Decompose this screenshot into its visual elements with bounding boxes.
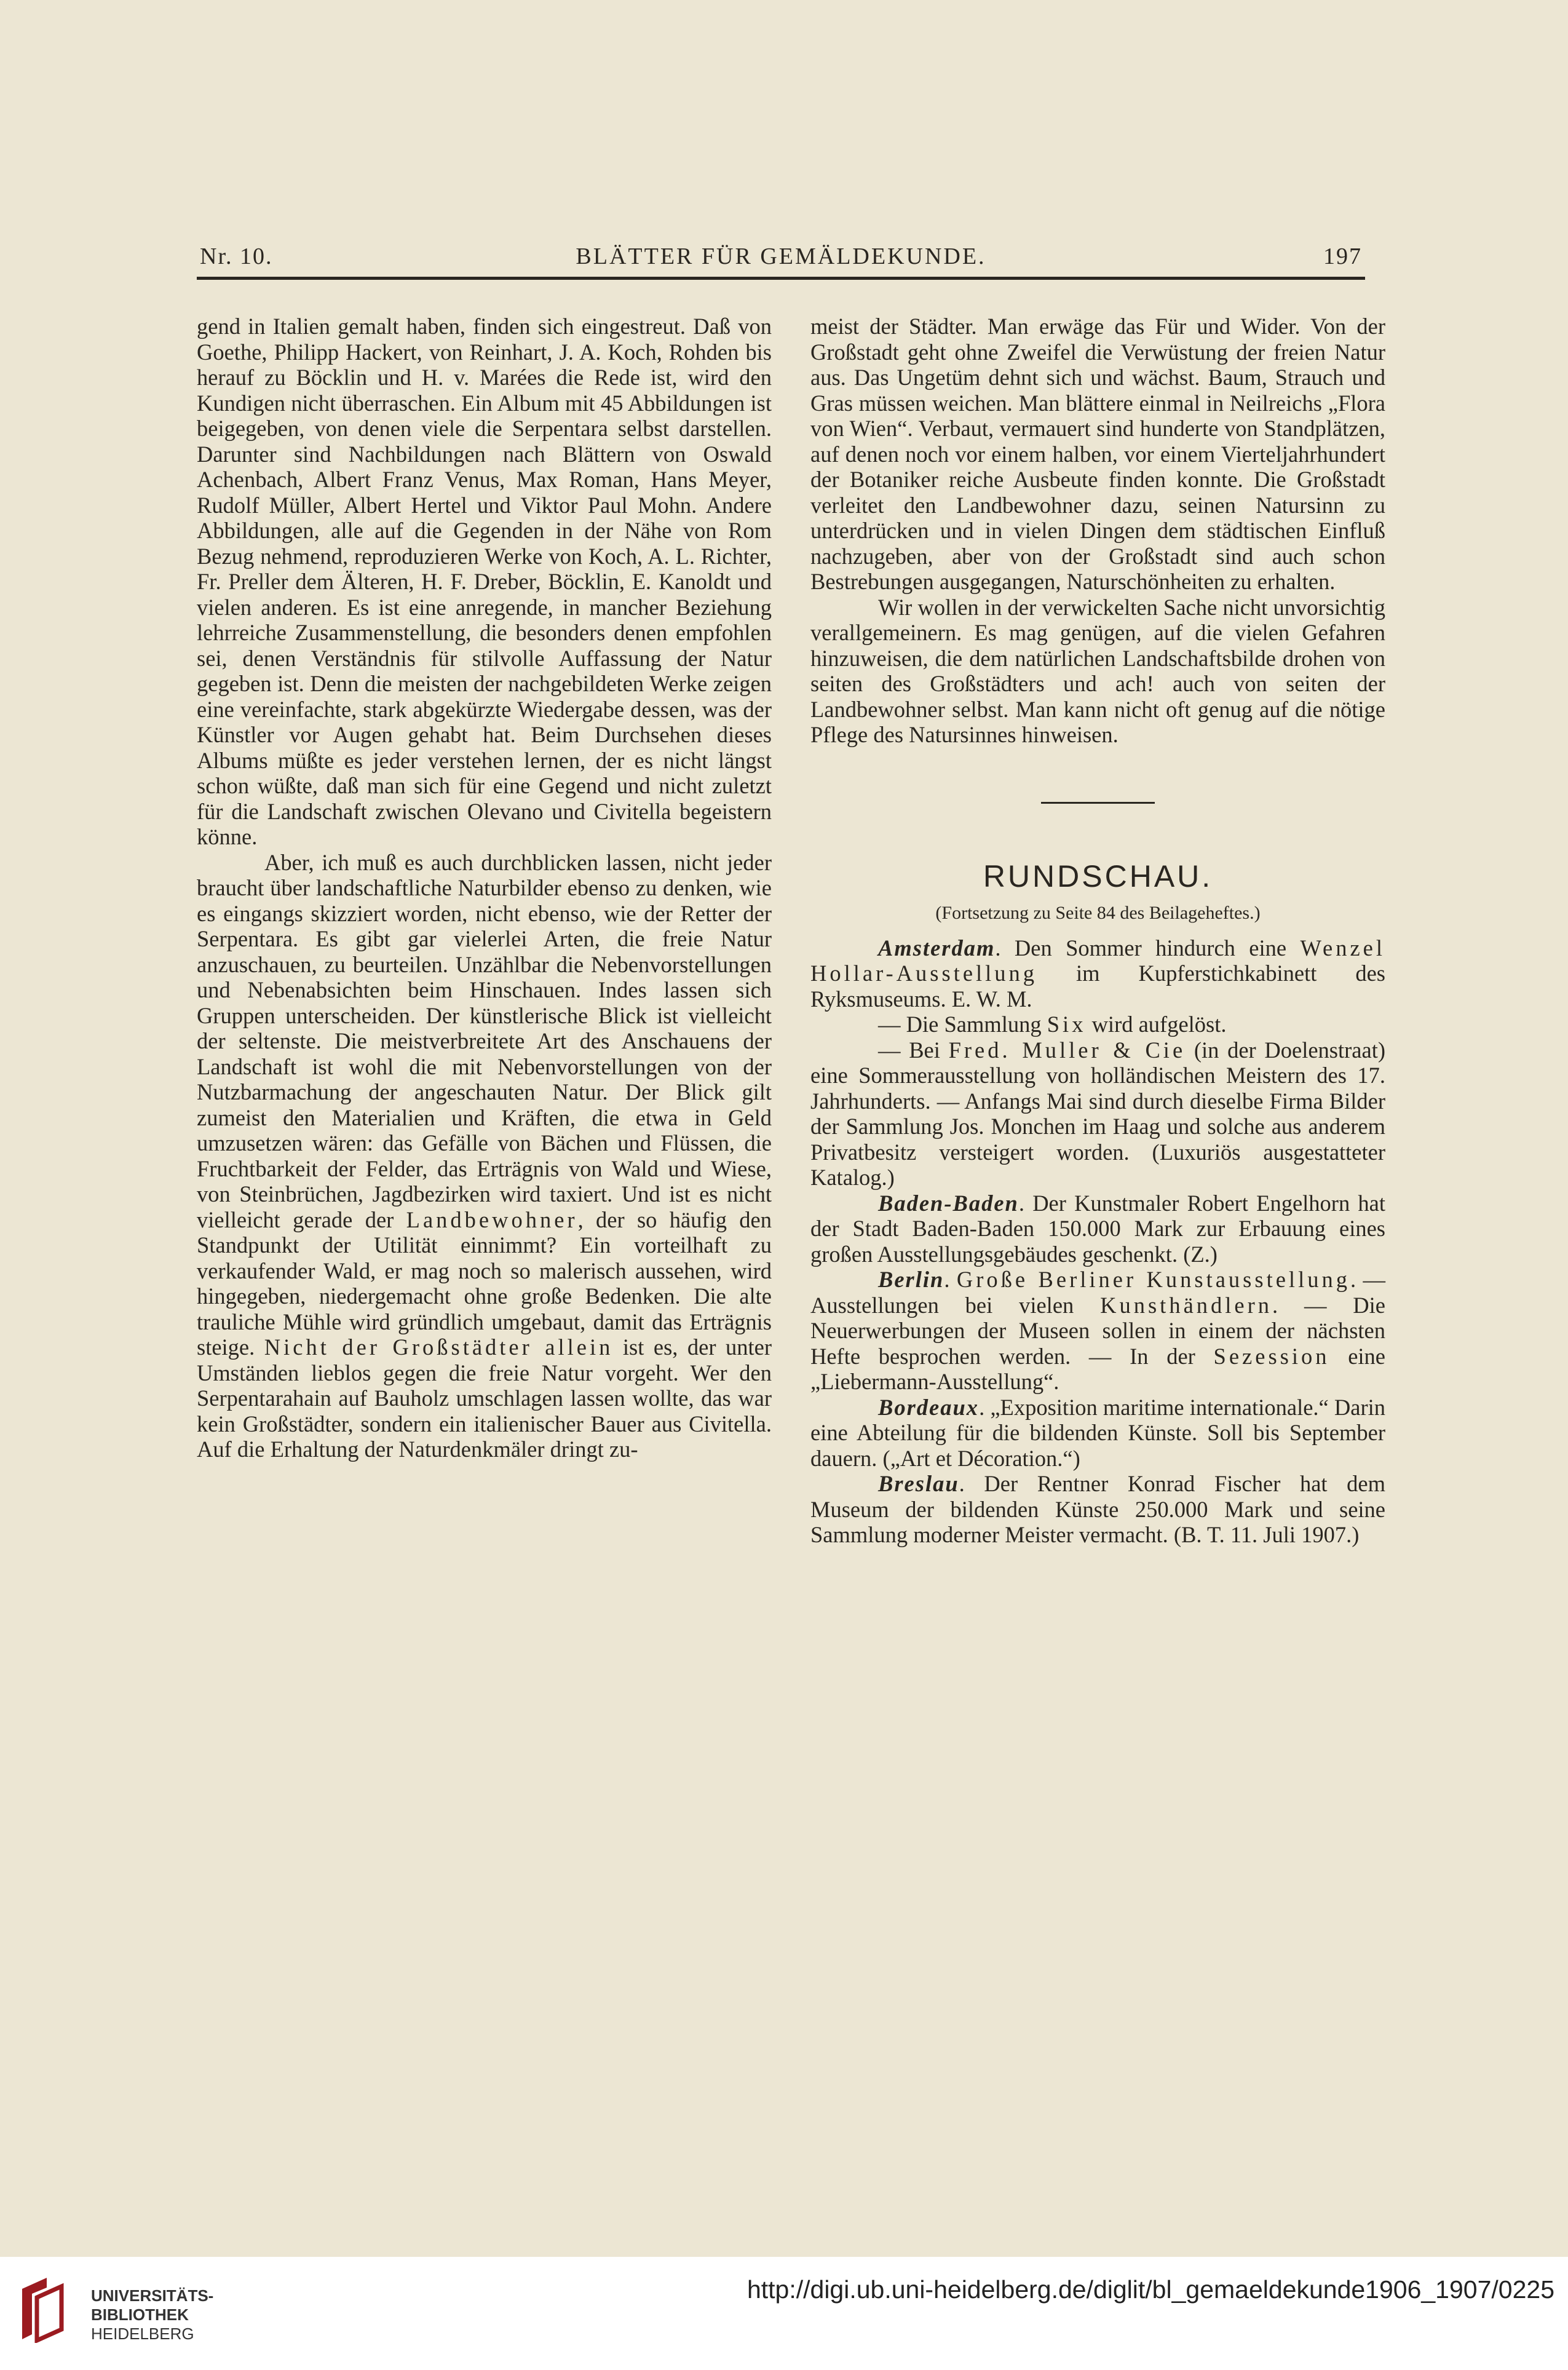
city-name: Baden-Baden [878,1190,1019,1216]
section-title: RUNDSCHAU. [983,858,1213,894]
entry-berlin [810,1267,1385,1395]
entry-text: . [944,1267,957,1292]
right-paragraph-1: meist der Städter. Man erwäge das Für und Wider. Von der Großstadt geht ohne Zweifel die Verwüstung der freien Natur aus. Das Ungetüm dehnt sich und wächst. Baum, Strauch und Gras müssen weichen. Man blättere einmal in Neilreichs „Flora von Wien“. Verbaut, vermauert sind hunderte von Standplätzen, auf denen noch vor einem halben, vor einem Vierteljahrhundert der Botaniker reiche Ausbeute finden konnte. Die Großstadt verleitet den Landbewohner dazu, seinen Natursinn zu unterdrücken und in vielen Dingen dem städtischen Einfluß nachzugeben, aber von der Großstadt sind auch schon Bestrebungen ausgegangen, Naturschönheiten zu erhalten. [810,314,1385,594]
library-name-line: HEIDELBERG [91,2324,194,2343]
spaced-term: Six [1047,1012,1087,1037]
paragraph-text: Aber, ich muß es auch durchblicken lassen, nicht jeder braucht über landschaftliche Naturbilder ebenso zu denken, wie es eingangs skizziert worden, nicht ebenso, wie der Retter der Serpentara. Es gibt gar vielerlei Arten, die freie Natur anzuschauen, zu beurteilen. Unzählbar die Nebenvorstellungen und Nebenabsichten beim Hinschauen. Indes lassen sich Gruppen unterscheiden. Der künstlerische Blick ist vielleicht der seltenste. Die meistverbreitete Art des Anschauens der Landschaft ist wohl die mit Nebenvorstellungen von der Nutzbarmachung der angeschauten Natur. Der Blick gilt zumeist den Materialien und Kräften, die etwa in Geld umzusetzen wären: das Gefälle von Bächen und Flüssen, die Fruchtbarkeit der Felder, das Erträgnis von Wald und Wiese, von Steinbrüchen, Jagdbezirken wird taxiert. Und ist es nicht vielleicht gerade der [197,849,772,1232]
entry-text: . — Die Neuerwerbungen der Museen sollen in einem der nächsten Hefte besprochen werden. — In der [810,1292,1385,1369]
library-logo-icon [17,2275,66,2343]
paragraph-text: ist es, der unter Umständen lieblos gegen die freie Natur vorgeht. Wer den Serpentarahain auf Bauholz umschlagen lassen wollte, das war kein Großstädter, sondern ein italienischer Bauer aus Civitella. Auf die Erhaltung der Naturdenkmäler dringt zu- [197,1334,772,1462]
journal-title: BLÄTTER FÜR GEMÄLDEKUNDE. [576,244,986,269]
entry-text: . — Ausstellungen bei vielen [810,1267,1386,1318]
left-paragraph-2 [197,850,772,1462]
footer-bar [0,2257,1568,2370]
spaced-term: Nicht der Großstädter allein [264,1334,614,1360]
header-rule [197,277,1365,280]
entry-text: eine „Liebermann-Ausstellung“. [810,1343,1385,1394]
right-column [810,314,1385,1548]
entry-muller [810,1037,1385,1191]
library-name-line: BIBLIOTHEK [91,2305,189,2324]
spaced-term: Sezession [1213,1343,1330,1369]
page-number: 197 [1323,244,1362,269]
running-header [200,243,1362,280]
spaced-term: Kunsthändlern [1100,1292,1273,1318]
entry-text: (in der Doelenstraat) eine Sommerausstellung von holländischen Meistern des 17. Jahrhunderts. — Anfangs Mai sind durch dieselbe Firma Bilder der Sammlung Jos. Monchen im Haag und solche aus anderem Privatbesitz versteigert worden. (Luxuriös ausgestatteter Katalog.) [810,1037,1386,1190]
paragraph-text: , der so häufig den Standpunkt der Utilität einnimmt? Ein vorteilhaft zu verkaufender Wald, er mag noch so malerisch aussehen, wird hingegeben, niedergemacht ohne große Bedenken. Die alte trauliche Mühle wird gründlich umgebaut, damit das Erträgnis steige. [197,1207,772,1360]
left-column [197,314,772,1462]
entry-text: . Der Kunstmaler Robert Engelhorn hat der Stadt Baden-Baden 150.000 Mark zur Erbauung eines großen Ausstellungsgebäudes geschenkt. (Z.) [810,1190,1385,1267]
city-name: Breslau [878,1471,959,1496]
city-name: Amsterdam [878,935,996,961]
entry-text: im Kupferstichkabinett des Ryksmuseums. E. W. M. [810,961,1385,1012]
permalink-url[interactable]: http://digi.ub.uni-heidelberg.de/diglit/bl_gemaeldekunde1906_1907/0225 [746,2275,1554,2304]
spaced-term: Große Berliner Kunstausstellung [956,1267,1350,1292]
entry-text: — Die Sammlung [878,1012,1047,1037]
city-name: Bordeaux [878,1394,980,1420]
left-paragraph-1: gend in Italien gemalt haben, finden sich eingestreut. Daß von Goethe, Philipp Hackert, von Reinhart, J. A. Koch, Rohden bis herauf zu Böcklin und H. v. Marées die Rede ist, wird den Kundigen nicht überraschen. Ein Album mit 45 Abbildungen ist beigegeben, von denen viele die Serpentara selbst darstellen. Darunter sind Nachbildungen nach Blättern von Oswald Achenbach, Albert Franz Venus, Max Roman, Hans Meyer, Rudolf Müller, Albert Hertel und Viktor Paul Mohn. Andere Abbildungen, alle auf die Gegenden in der Nähe von Rom Bezug nehmend, reproduzieren Werke von Koch, A. L. Richter, Fr. Preller dem Älteren, H. F. Dreber, Böcklin, E. Kanoldt und vielen anderen. Es ist eine anregende, in mancher Beziehung lehrreiche Zusammenstellung, die besonders denen empfohlen sei, denen Verständnis für stilvolle Auffassung der Natur gegeben ist. Denn die meisten der nachgebildeten Werke zeigen eine vereinfachte, stark abgekürzte Wiedergabe dessen, was der Künstler vor Augen gehabt hat. Beim Durchsehen dieses Albums müßte es jeder verstehen lernen, der es nicht längst schon wüßte, daß man sich für eine Gegend und nicht zuletzt für die Landschaft zwischen Olevano und Civitella begeistern könne. [197,314,772,849]
entry-baden-baden [810,1191,1385,1267]
section-subtitle: (Fortsetzung zu Seite 84 des Beilageheftes.) [935,902,1261,923]
entry-text: . „Exposition maritime internationale.“ Darin eine Abteilung für die bildenden Künste. Soll bis September dauern. („Art et Décoration.“) [810,1394,1385,1471]
entry-six [810,1012,1385,1037]
library-name [91,2286,213,2344]
entry-text: — Bei [878,1037,949,1063]
right-paragraph-2: Wir wollen in der verwickelten Sache nicht unvorsichtig verallgemeinern. Es mag genügen, auf die vielen Gefahren hinzuweisen, die dem natürlichen Landschaftsbilde drohen von seiten des Großstädters und ach! auch von seiten der Landbewohner selbst. Man kann nicht oft genug auf die nötige Pflege des Natursinnes hinweisen. [810,594,1385,747]
city-name: Berlin [878,1267,944,1292]
library-name-line: UNIVERSITÄTS- [91,2286,214,2305]
entry-breslau [810,1471,1385,1548]
entry-text: wird aufgelöst. [1086,1012,1227,1037]
entry-text: . Den Sommer hindurch eine [995,935,1301,961]
entry-amsterdam [810,935,1385,1012]
spaced-term: Landbewohner [406,1207,578,1232]
spaced-term: Fred. Muller & Cie [948,1037,1186,1063]
issue-number: Nr. 10. [200,244,273,269]
entry-text: . Der Rentner Konrad Fischer hat dem Museum der bildenden Künste 250.000 Mark und seine Sammlung moderner Meister vermacht. (B. T. 11. Juli 1907.) [810,1471,1385,1547]
entry-bordeaux [810,1395,1385,1472]
spaced-term: Wenzel Hollar-Ausstellung [810,935,1385,986]
section-divider [1041,802,1155,804]
